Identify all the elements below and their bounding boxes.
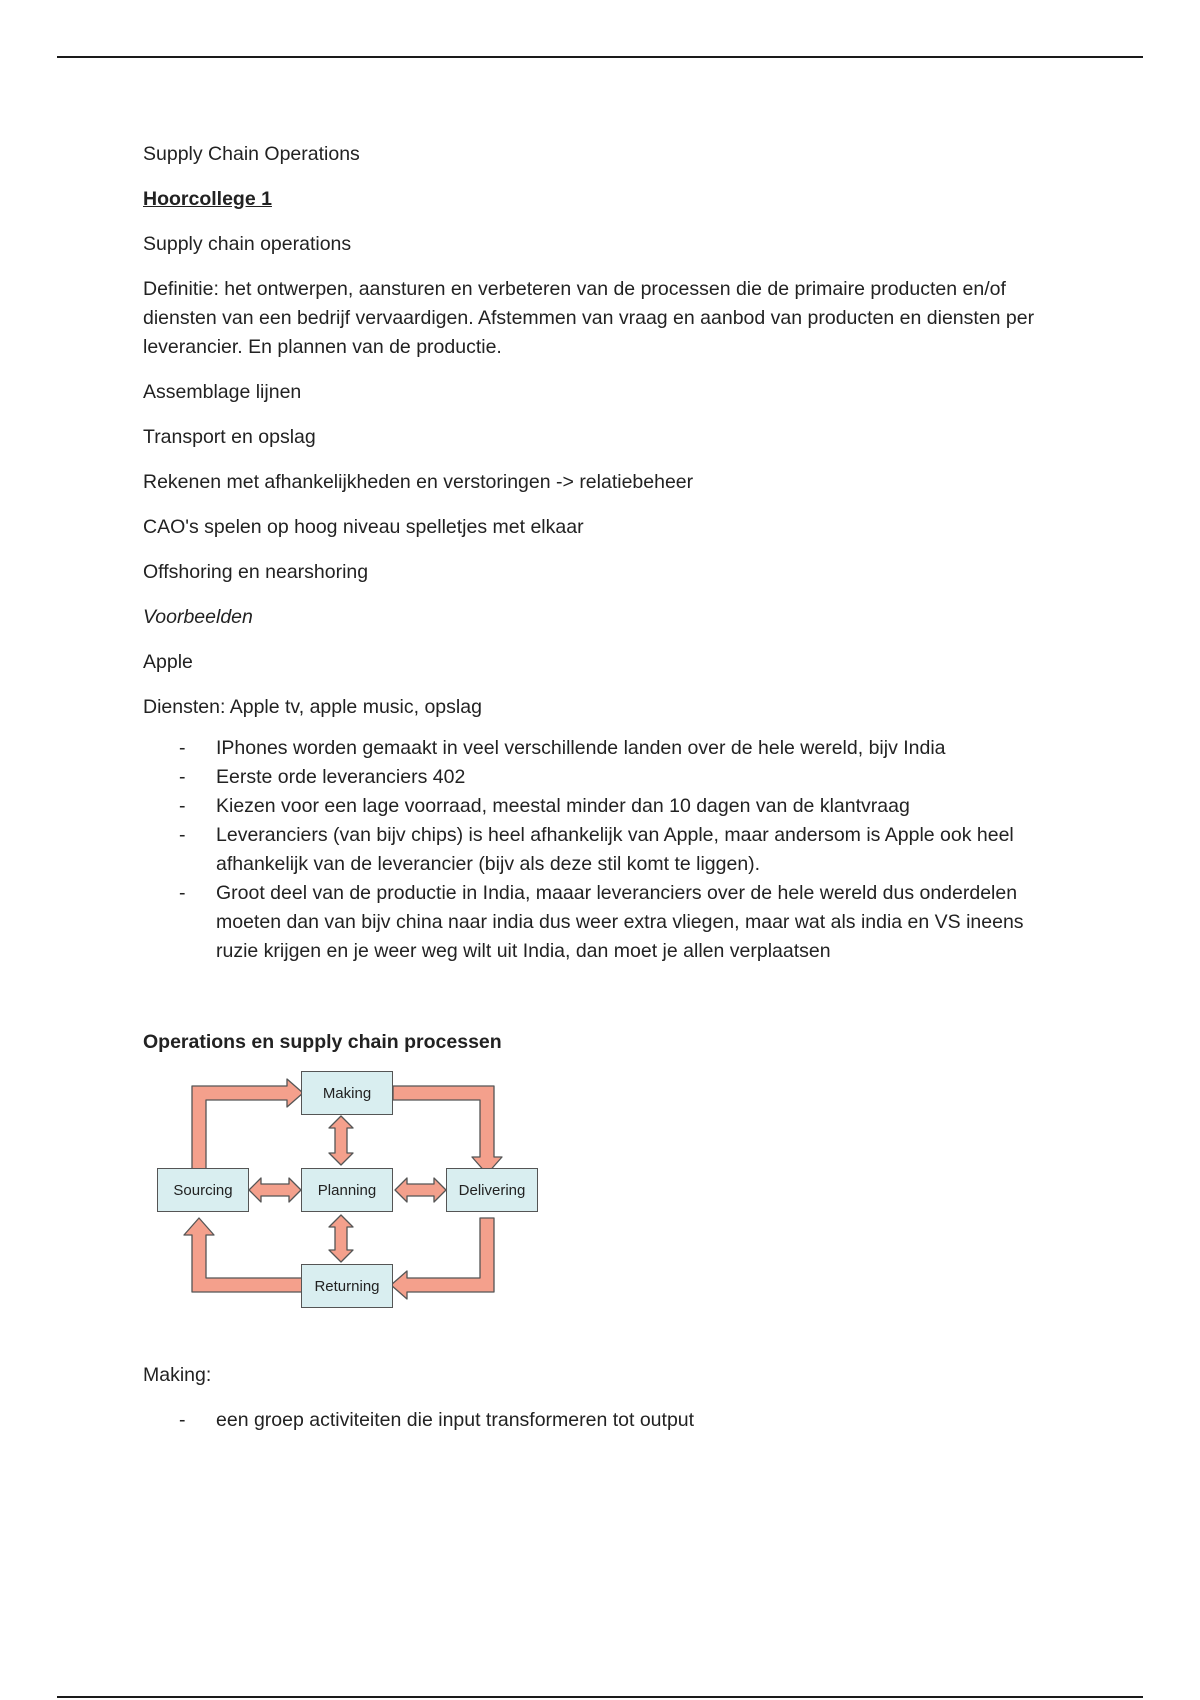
box-sourcing: Sourcing [157, 1168, 249, 1212]
box-making: Making [301, 1071, 393, 1115]
arrow-delivering-to-returning [391, 1218, 494, 1299]
lecture-heading: Hoorcollege 1 [143, 188, 272, 210]
definition-paragraph: Definitie: het ontwerpen, aansturen en verbeteren van de processen die de primaire producten en/of diensten van een bedrijf vervaardigen. Afstemmen van vraag en aanbod van producten en diensten per leverancier. En plannen van de productie. [143, 278, 1035, 358]
line-item: Assemblage lijnen [143, 381, 302, 403]
arrow-sourcing-to-making [192, 1079, 303, 1174]
process-diagram [155, 1071, 535, 1321]
line-item: Rekenen met afhankelijkheden en verstoringen -> relatiebeheer [143, 471, 694, 493]
box-delivering: Delivering [446, 1168, 538, 1212]
list-item: - Kiezen voor een lage voorraad, meestal minder dan 10 dagen van de klantvraag [143, 792, 1063, 821]
apple-bullet-list [143, 734, 1063, 966]
services-line: Diensten: Apple tv, apple music, opslag [143, 696, 482, 718]
arrow-planning-delivering [395, 1178, 446, 1202]
arrow-making-planning [329, 1116, 353, 1165]
list-item: - Groot deel van de productie in India, maaar leveranciers over de hele wereld dus onderdelen moeten dan van bijv china naar india dus weer extra vliegen, maar wat als india en VS ineens ruzie krijgen en je weer weg wilt uit India, dan moet je allen verplaatsen [143, 879, 1063, 966]
doc-title: Supply Chain Operations [143, 143, 360, 165]
line-item: Offshoring en nearshoring [143, 561, 369, 583]
processes-heading: Operations en supply chain processen [143, 1031, 502, 1053]
list-item: - Eerste orde leveranciers 402 [143, 763, 1063, 792]
arrow-returning-to-sourcing [184, 1218, 303, 1292]
subtitle: Supply chain operations [143, 233, 352, 255]
list-item: - IPhones worden gemaakt in veel verschillende landen over de hele wereld, bijv India [143, 734, 1063, 763]
company-name: Apple [143, 651, 193, 673]
box-returning: Returning [301, 1264, 393, 1308]
line-item: Transport en opslag [143, 426, 316, 448]
making-bullet-list [143, 1406, 1063, 1435]
document-body [143, 140, 1063, 1451]
arrow-making-to-delivering [393, 1086, 502, 1174]
making-heading: Making: [143, 1364, 212, 1386]
bottom-rule [57, 1696, 1143, 1698]
top-rule [57, 56, 1143, 58]
list-item: - een groep activiteiten die input transformeren tot output [143, 1406, 1063, 1435]
arrow-sourcing-planning [249, 1178, 301, 1202]
examples-heading: Voorbeelden [143, 606, 253, 628]
arrow-planning-returning [329, 1215, 353, 1262]
list-item: - Leveranciers (van bijv chips) is heel afhankelijk van Apple, maar andersom is Apple ook heel afhankelijk van de leverancier (bijv als deze stil komt te liggen). [143, 821, 1063, 879]
line-item: CAO's spelen op hoog niveau spelletjes met elkaar [143, 516, 584, 538]
box-planning: Planning [301, 1168, 393, 1212]
